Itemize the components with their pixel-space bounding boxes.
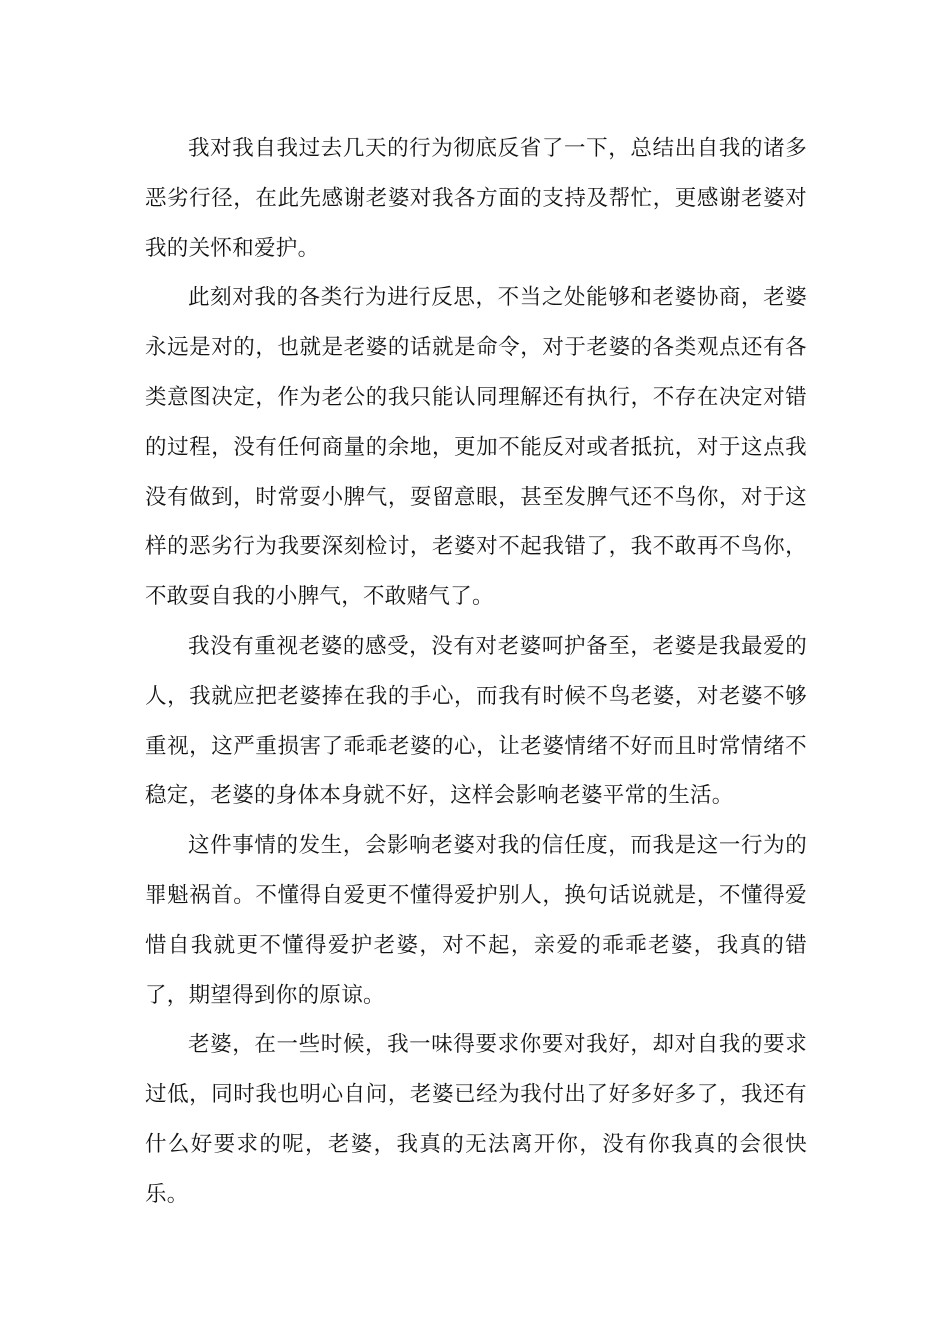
document-body bbox=[145, 124, 807, 1220]
paragraph-5: 老婆，在一些时候，我一味得要求你要对我好，却对自我的要求过低，同时我也明心自问，老婆已经为我付出了好多好多了，我还有什么好要求的呢，老婆，我真的无法离开你，没有你我真的会很快乐。 bbox=[145, 1032, 807, 1207]
paragraph-2: 此刻对我的各类行为进行反思，不当之处能够和老婆协商，老婆永远是对的，也就是老婆的话就是命令，对于老婆的各类观点还有各类意图决定，作为老公的我只能认同理解还有执行，不存在决定对错的过程，没有任何商量的余地，更加不能反对或者抵抗，对于这点我没有做到，时常耍小脾气，耍留意眼，甚至发脾气还不鸟你，对于这样的恶劣行为我要深刻检讨，老婆对不起我错了，我不敢再不鸟你，不敢耍自我的小脾气，不敢赌气了。 bbox=[145, 285, 807, 610]
paragraph-3: 我没有重视老婆的感受，没有对老婆呵护备至，老婆是我最爱的人，我就应把老婆捧在我的手心，而我有时候不鸟老婆，对老婆不够重视，这严重损害了乖乖老婆的心，让老婆情绪不好而且时常情绪不稳定，老婆的身体本身就不好，这样会影响老婆平常的生活。 bbox=[145, 633, 807, 809]
paragraph-4: 这件事情的发生，会影响老婆对我的信任度，而我是这一行为的罪魁祸首。不懂得自爱更不懂得爱护别人，换句话说就是，不懂得爱惜自我就更不懂得爱护老婆，对不起，亲爱的乖乖老婆，我真的错了，期望得到你的原谅。 bbox=[145, 833, 807, 1008]
paragraph-1: 我对我自我过去几天的行为彻底反省了一下，总结出自我的诸多恶劣行径，在此先感谢老婆对我各方面的支持及帮忙，更感谢老婆对我的关怀和爱护。 bbox=[145, 136, 807, 261]
